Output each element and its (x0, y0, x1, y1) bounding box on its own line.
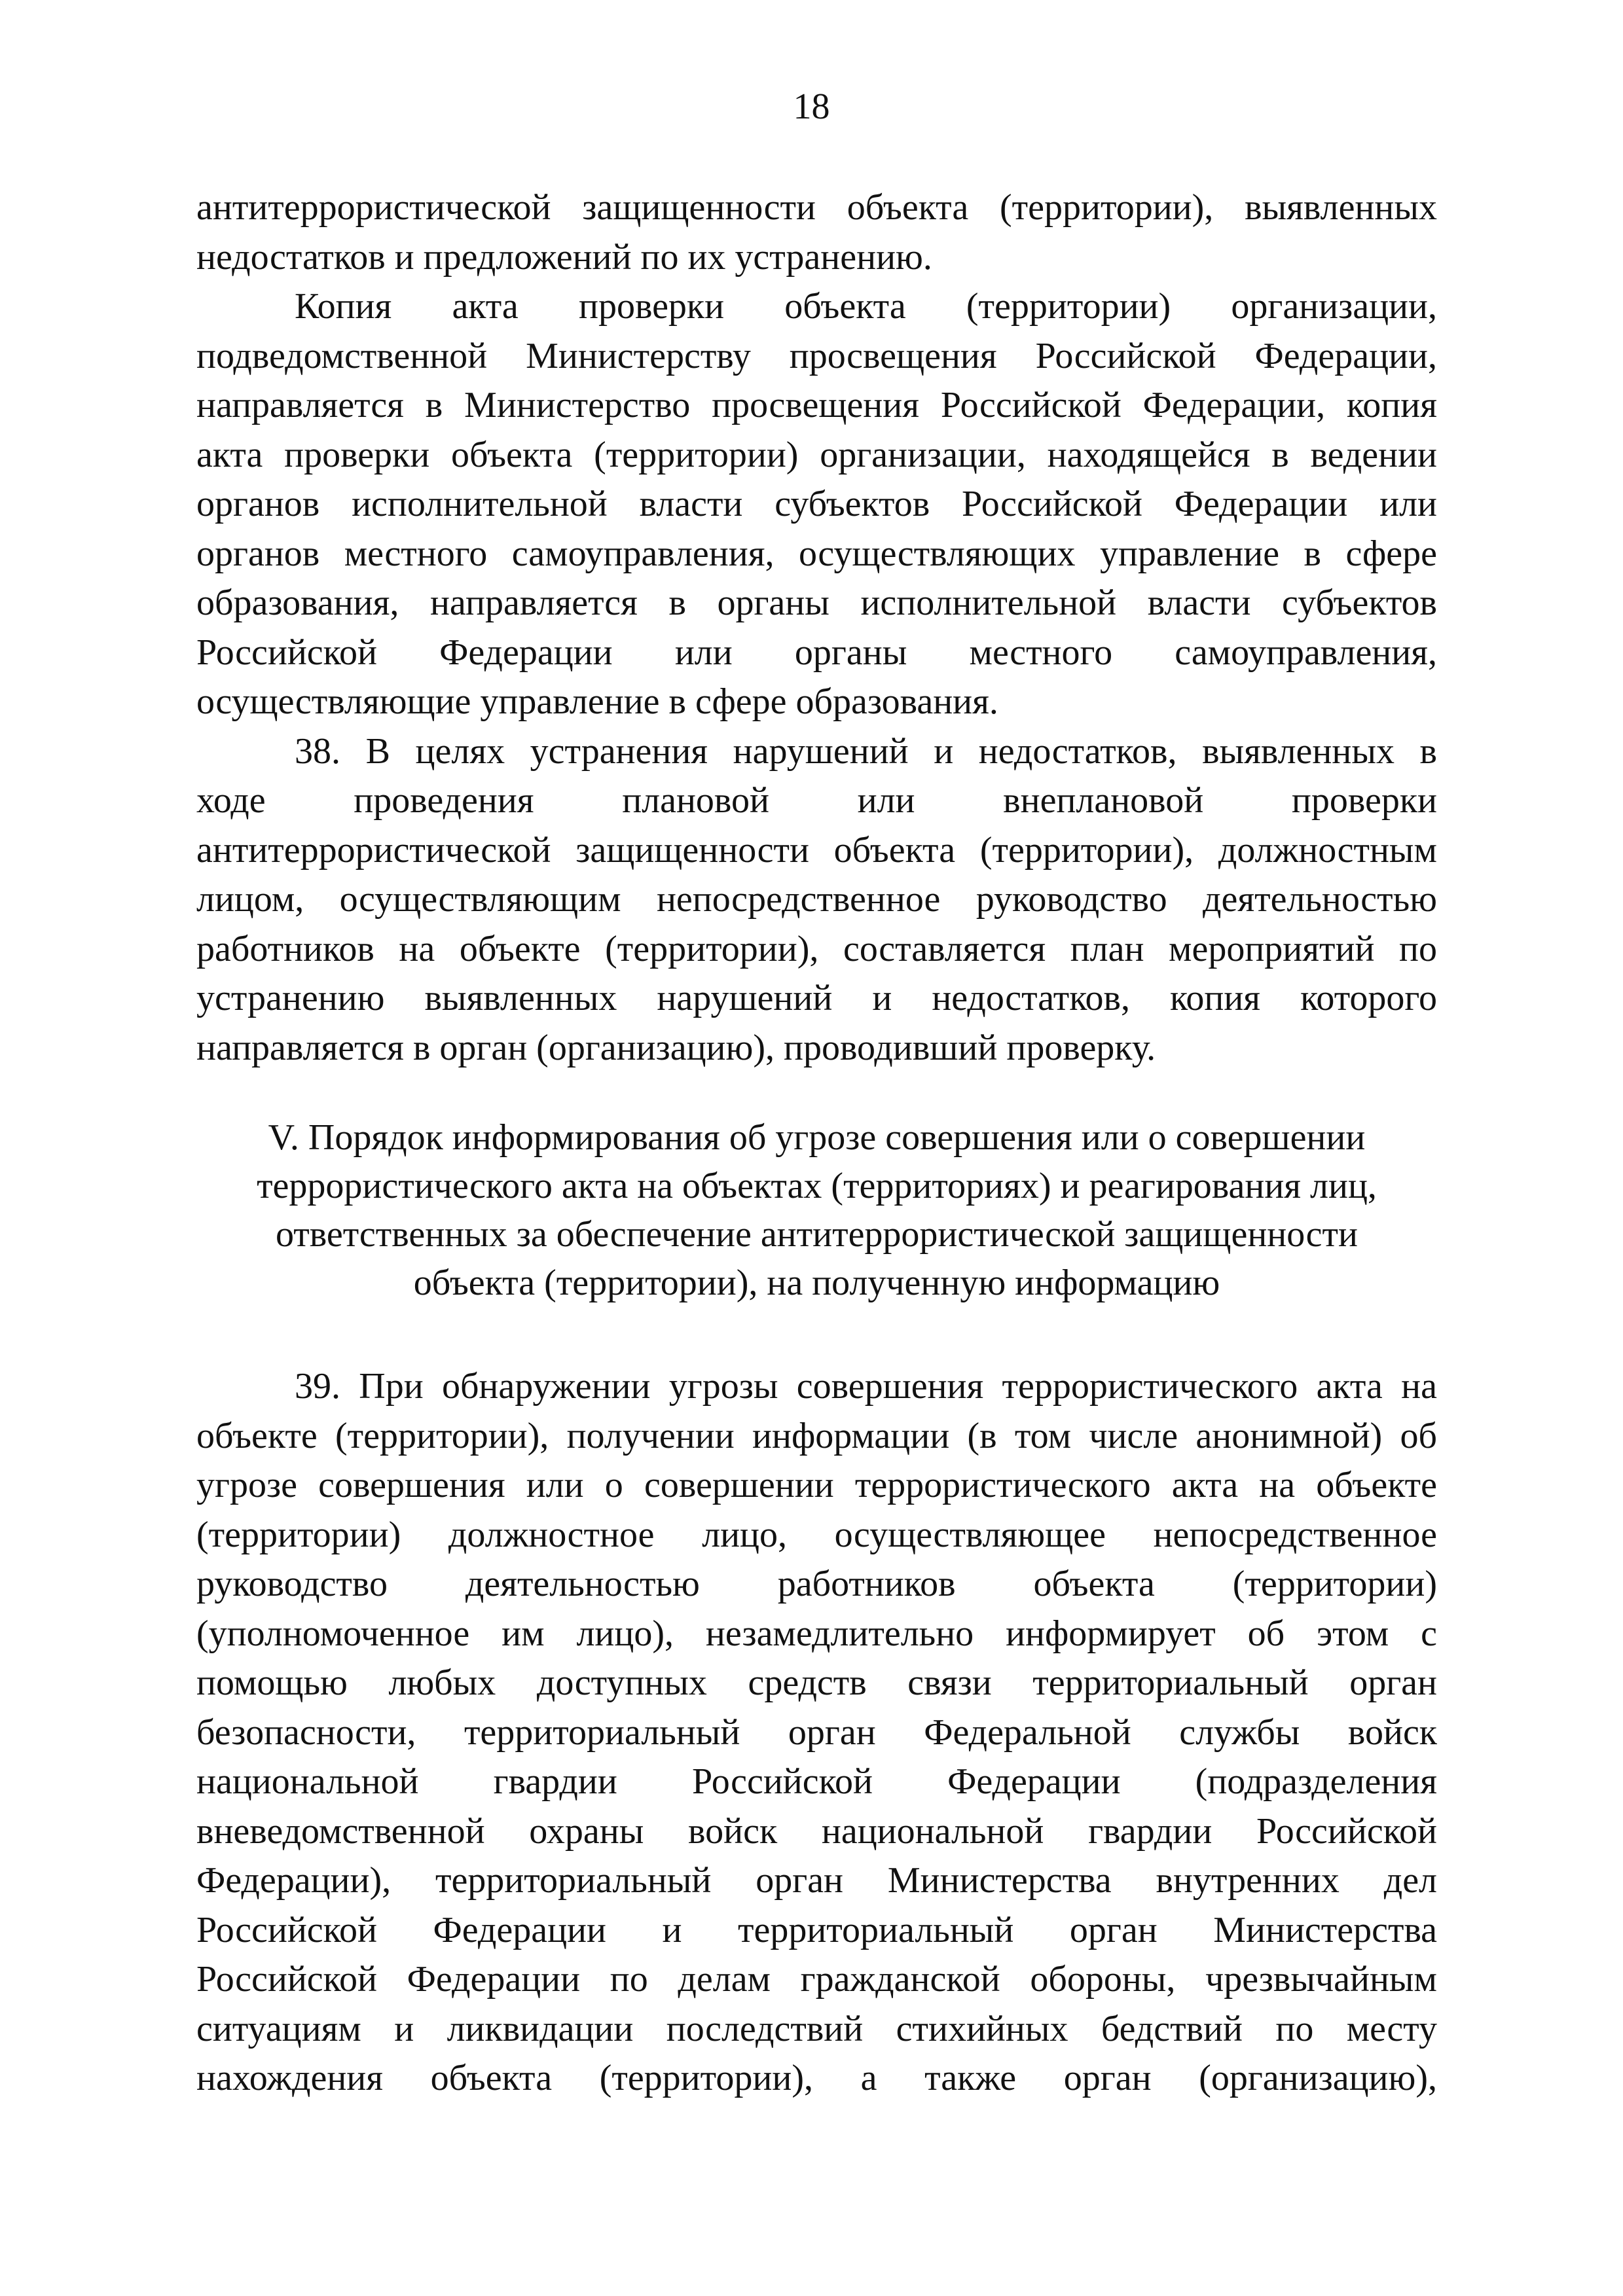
text-line: национальной гвардии Российской Федерации (подразделения (196, 1761, 1437, 1802)
page-number: 18 (793, 86, 830, 127)
text-line: работников на объекте (территории), составляется план мероприятий по (196, 928, 1437, 969)
text-line: (уполномоченное им лицо), незамедлительно информирует об этом с (196, 1613, 1437, 1654)
paragraph-38 (196, 727, 1437, 1073)
heading-line: V. Порядок информирования об угрозе совершения или о совершении (268, 1117, 1366, 1158)
paragraph-copy-of-act (196, 282, 1437, 727)
heading-line: объекта (территории), на полученную информацию (413, 1263, 1220, 1303)
text-line: Российской Федерации и территориальный орган Министерства (196, 1909, 1437, 1950)
text-line: 38. В целях устранения нарушений и недостатков, выявленных в (295, 730, 1437, 772)
text-line: безопасности, территориальный орган Федеральной службы войск (196, 1712, 1437, 1753)
text-line: направляется в Министерство просвещения Российской Федерации, копия (196, 385, 1437, 425)
text-line: Федерации), территориальный орган Министерства внутренних дел (196, 1860, 1437, 1901)
text-line: недостатков и предложений по их устранению. (196, 236, 932, 278)
text-line: Копия акта проверки объекта (территории) организации, (295, 286, 1437, 327)
text-line: осуществляющие управление в сфере образования. (196, 681, 998, 722)
text-line: устранению выявленных нарушений и недостатков, копия которого (196, 978, 1437, 1018)
heading-line: ответственных за обеспечение антитеррористической защищенности (276, 1214, 1358, 1255)
heading-line: террористического акта на объектах (территориях) и реагирования лиц, (257, 1166, 1377, 1206)
text-line: Российской Федерации или органы местного самоуправления, (196, 632, 1437, 673)
paragraph-continuation (196, 183, 1437, 282)
text-line: (территории) должностное лицо, осуществляющее непосредственное (196, 1514, 1437, 1555)
section-heading (196, 1113, 1437, 1307)
text-line: вневедомственной охраны войск национальной гвардии Российской (196, 1810, 1437, 1852)
text-line: угрозе совершения или о совершении террористического акта на объекте (196, 1465, 1437, 1505)
text-line: акта проверки объекта (территории) организации, находящейся в ведении (196, 434, 1437, 475)
text-line: образования, направляется в органы исполнительной власти субъектов (196, 583, 1437, 623)
text-line: антитеррористической защищенности объекта (территории), выявленных (196, 187, 1437, 228)
text-line: объекте (территории), получении информации (в том числе анонимной) об (196, 1415, 1437, 1456)
text-line: Российской Федерации по делам гражданской обороны, чрезвычайным (196, 1959, 1437, 2000)
text-line: помощью любых доступных средств связи территориальный орган (196, 1662, 1437, 1703)
text-line: ситуациям и ликвидации последствий стихийных бедствий по месту (196, 2008, 1437, 2049)
text-line: антитеррористической защищенности объекта (территории), должностным (196, 829, 1437, 870)
text-line: ходе проведения плановой или внеплановой проверки (196, 780, 1437, 821)
text-line: 39. При обнаружении угрозы совершения террористического акта на (295, 1366, 1437, 1407)
text-line: органов местного самоуправления, осуществляющих управление в сфере (196, 533, 1437, 574)
text-line: лицом, осуществляющим непосредственное руководство деятельностью (196, 879, 1437, 920)
document-body (196, 183, 1437, 2104)
paragraph-39 (196, 1362, 1437, 2104)
text-line: подведомственной Министерству просвещения Российской Федерации, (196, 335, 1437, 376)
text-line: нахождения объекта (территории), а также орган (организацию), (196, 2058, 1437, 2098)
text-line: руководство деятельностью работников объекта (территории) (196, 1564, 1437, 1604)
text-line: направляется в орган (организацию), проводивший проверку. (196, 1027, 1156, 1068)
text-line: органов исполнительной власти субъектов Российской Федерации или (196, 484, 1437, 524)
